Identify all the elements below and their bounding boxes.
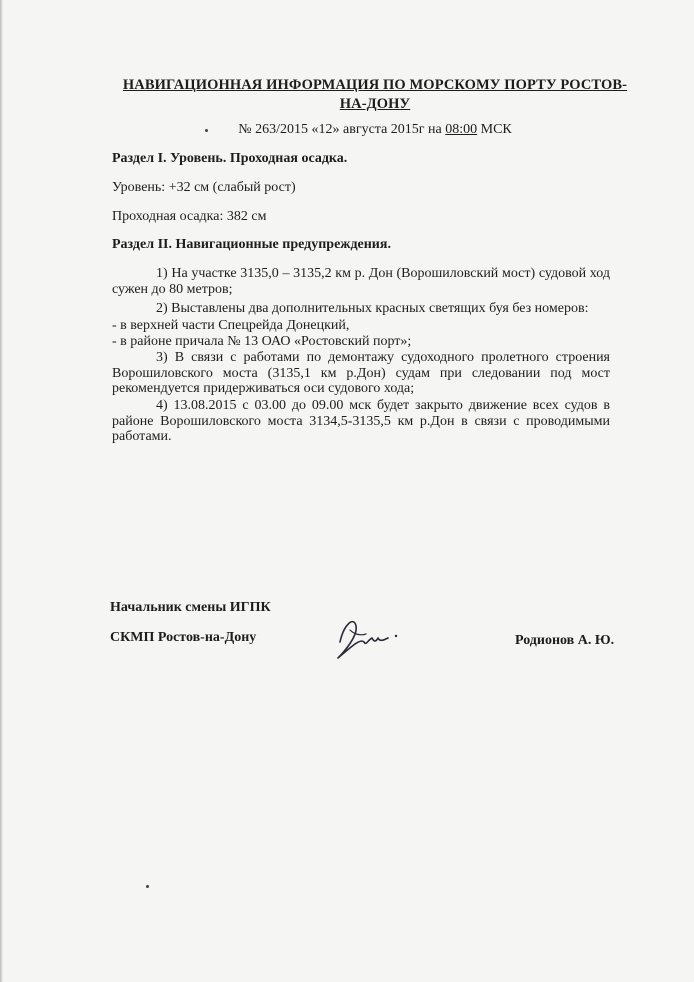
signatory-name: Родионов А. Ю. [515,633,615,648]
scan-edge [0,0,3,982]
warning-item-1-text: 1) На участке 3135,0 – 3135,2 км р. Дон (Ворошиловский мост) судовой ход сужен до 80 метров; [112,266,610,297]
warning-item-1 [112,266,610,297]
warning-item-4 [112,398,610,445]
warning-item-2-sub-2: - в районе причала № 13 ОАО «Ростовский порт»; [112,334,412,349]
warning-item-2 [112,301,610,317]
section1-heading: Раздел I. Уровень. Проходная осадка. [112,151,348,166]
signatory-position-line-2: СКМП Ростов-на-Дону [110,630,257,645]
warning-item-4-text: 4) 13.08.2015 с 03.00 до 09.00 мск будет закрыто движение всех судов в районе Ворошиловского моста 3134,5-3135,5 км р.Дон в связи с проводимыми работами. [112,398,610,444]
document-title: НАВИГАЦИОННАЯ ИНФОРМАЦИЯ ПО МОРСКОМУ ПОРТУ РОСТОВ-НА-ДОНУ [122,77,628,112]
warning-item-2-text: 2) Выставлены два дополнительных красных светящих буя без номеров: [156,301,589,316]
issue-zone: МСК [480,122,512,137]
passage-draft: Проходная осадка: 382 см [112,209,267,224]
scan-speck [146,885,149,888]
issue-time: 08:00 [445,122,478,137]
signatory-position-line-1: Начальник смены ИГПК [110,600,271,615]
water-level: Уровень: +32 см (слабый рост) [112,180,296,195]
warning-item-3-text: 3) В связи с работами по демонтажу судоходного пролетного строения Ворошиловского моста (3135,1 км р.Дон) судам при следовании под мост рекомендуется придерживаться оси судового хода; [112,350,610,396]
handwritten-signature [330,612,410,664]
warning-item-2-sub-1: - в верхней части Спецрейда Донецкий, [112,318,350,333]
section2-heading: Раздел II. Навигационные предупреждения. [112,237,391,252]
warning-item-3 [112,350,610,397]
issue-number: № 263/2015 «12» августа 2015г на [238,122,442,137]
issue-line [150,122,600,138]
scan-speck [205,129,208,132]
